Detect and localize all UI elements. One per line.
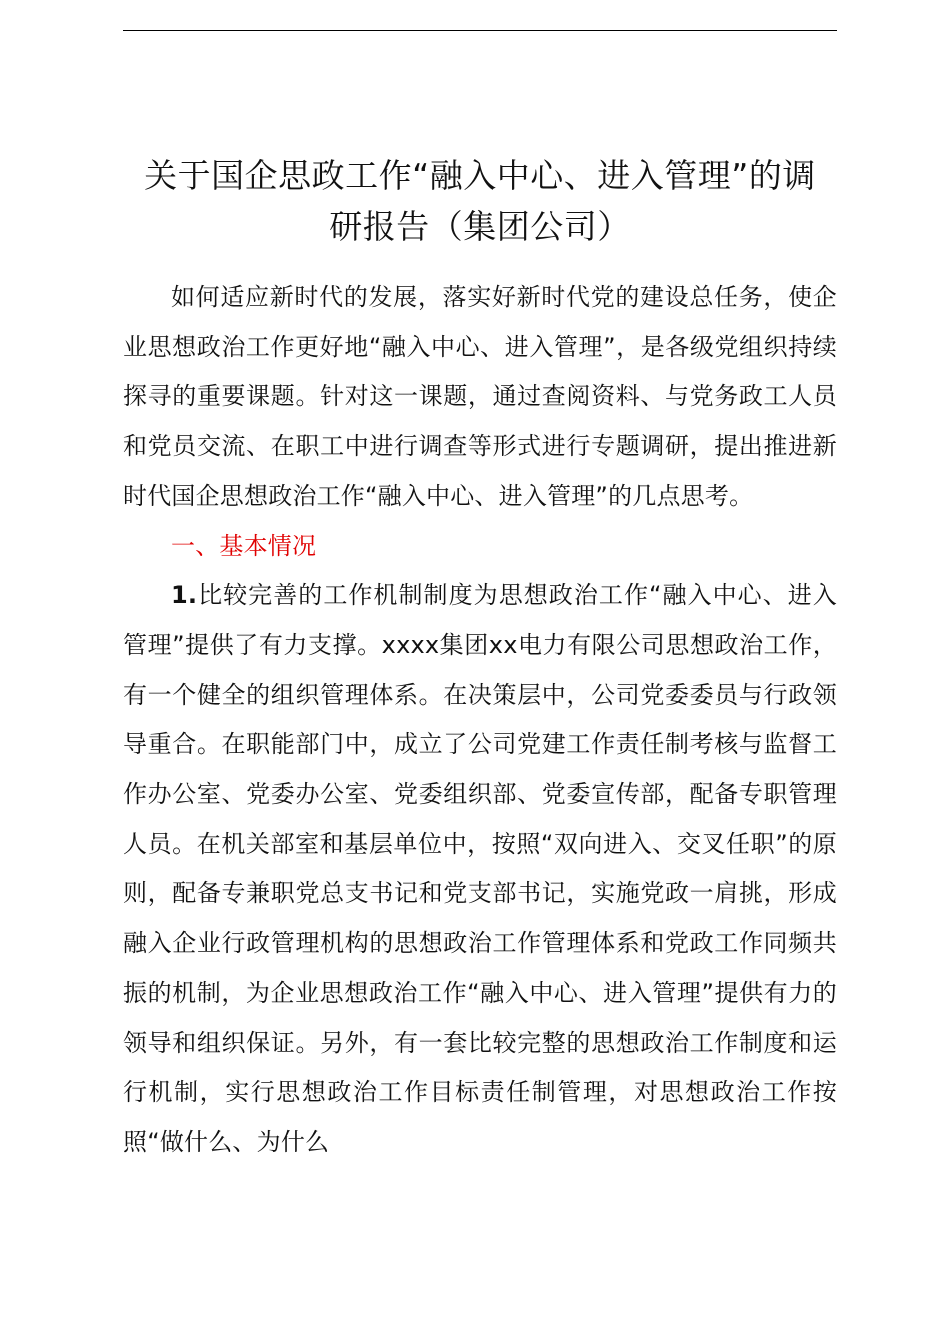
item-1-number: 1.: [171, 581, 198, 610]
header-rule: [123, 30, 837, 31]
document-title: [123, 150, 837, 252]
title-line-1: 关于国企思政工作“融入中心、进入管理”的调: [144, 156, 816, 195]
section-heading-basic-situation: 一、基本情况: [171, 531, 317, 560]
item-1-paragraph: [123, 571, 837, 1167]
item-1-text: 比较完善的工作机制制度为思想政治工作“融入中心、进入管理”提供了有力支撑。xxxx集团xx电力有限公司思想政治工作，有一个健全的组织管理体系。在决策层中，公司党委委员与行政领导重合。在职能部门中，成立了公司党建工作责任制考核与监督工作办公室、党委办公室、党委组织部、党委宣传部，配备专职管理人员。在机关部室和基层单位中，按照“双向进入、交叉任职”的原则，配备专兼职党总支书记和党支部书记，实施党政一肩挑，形成融入企业行政管理机构的思想政治工作管理体系和党政工作同频共振的机制，为企业思想政治工作“融入中心、进入管理”提供有力的领导和组织保证。另外，有一套比较完整的思想政治工作制度和运行机制，实行思想政治工作目标责任制管理，对思想政治工作按照“做什么、为什么: [123, 581, 837, 1156]
intro-paragraph: 如何适应新时代的发展，落实好新时代党的建设总任务，使企业思想政治工作更好地“融入中心、进入管理”，是各级党组织持续探寻的重要课题。针对这一课题，通过查阅资料、与党务政工人员和党员交流、在职工中进行调查等形式进行专题调研，提出推进新时代国企思想政治工作“融入中心、进入管理”的几点思考。: [123, 283, 837, 510]
document-body: [123, 273, 837, 1168]
title-line-2: 研报告（集团公司）: [329, 207, 631, 246]
